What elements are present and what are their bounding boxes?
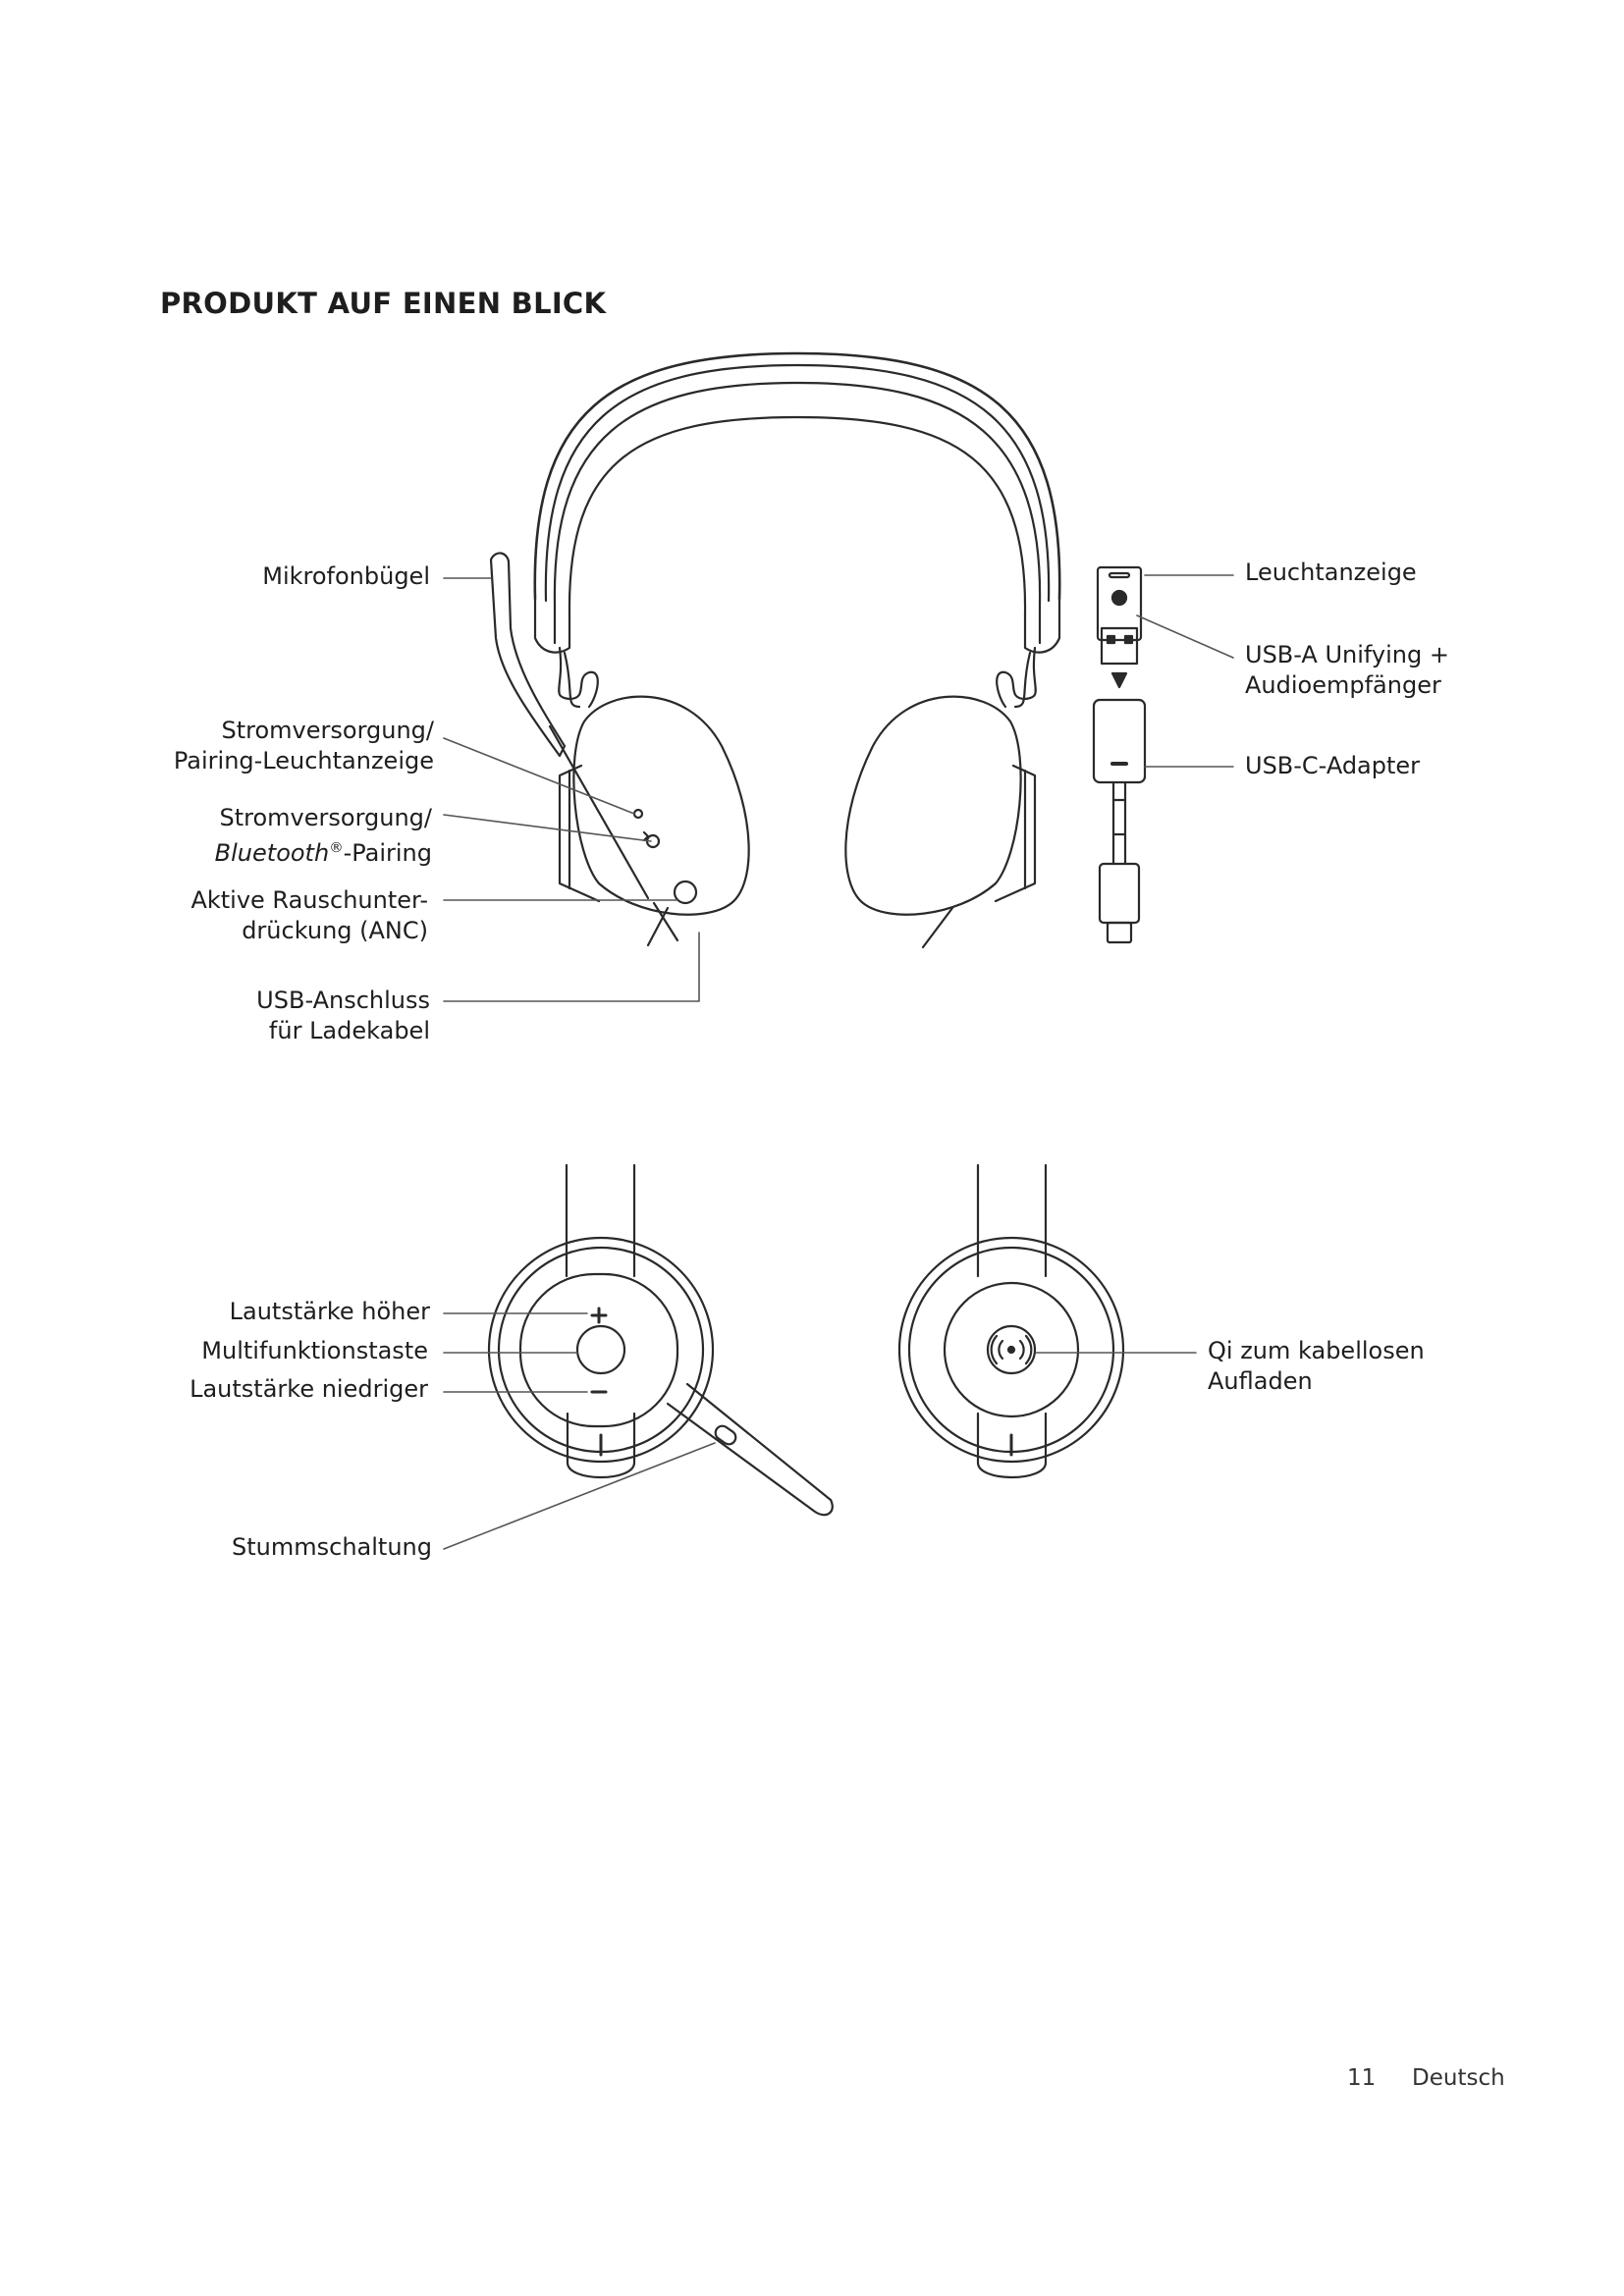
headset-front-illustration [491,353,1059,947]
right-earcup-side-illustration [899,1165,1123,1477]
leader-lines-bottom-left [444,1313,715,1549]
label-line [215,833,432,869]
label-indicator: Leuchtanzeige [1245,559,1417,586]
label-line: Qi zum kabellosen [1208,1337,1425,1364]
label-line: Audioempfänger [1245,671,1441,699]
label-mic-boom: Mikrofonbügel [262,562,430,590]
label-usb-receiver [1245,640,1449,701]
label-suffix: -Pairing [343,839,432,867]
label-usbc-adapter: USB-C-Adapter [1245,752,1421,779]
registered-mark: ® [329,840,344,856]
label-line: Stromversorgung/ [221,717,434,744]
label-power-bluetooth [215,803,432,869]
label-line: Pairing-Leuchtanzeige [173,747,434,774]
label-usb-port [256,986,430,1046]
bluetooth-brand: Bluetooth [214,839,330,867]
label-anc [190,885,428,946]
left-earcup-side-illustration [489,1165,833,1515]
label-power-pairing-led [174,716,434,776]
label-line: Aktive Rauschunter- [190,886,428,914]
label-line: Aufladen [1208,1367,1313,1395]
label-line: USB-A Unifying + [1245,641,1449,668]
label-qi-charging [1208,1336,1425,1397]
label-line: drückung (ANC) [242,917,428,944]
label-line: Stromversorgung/ [219,804,432,831]
label-mute: Stummschaltung [232,1533,432,1561]
page-title: PRODUKT AUF EINEN BLICK [160,287,607,320]
page-number: 11 [1347,2065,1377,2091]
label-volume-down: Lautstärke niedriger [189,1375,428,1403]
usb-receiver-illustration [1094,567,1145,942]
footer-language: Deutsch [1412,2065,1505,2091]
label-multifunction: Multifunktionstaste [201,1337,428,1364]
label-line: USB-Anschluss [256,987,430,1014]
label-volume-up: Lautstärke höher [229,1298,430,1325]
label-line: für Ladekabel [268,1017,430,1044]
